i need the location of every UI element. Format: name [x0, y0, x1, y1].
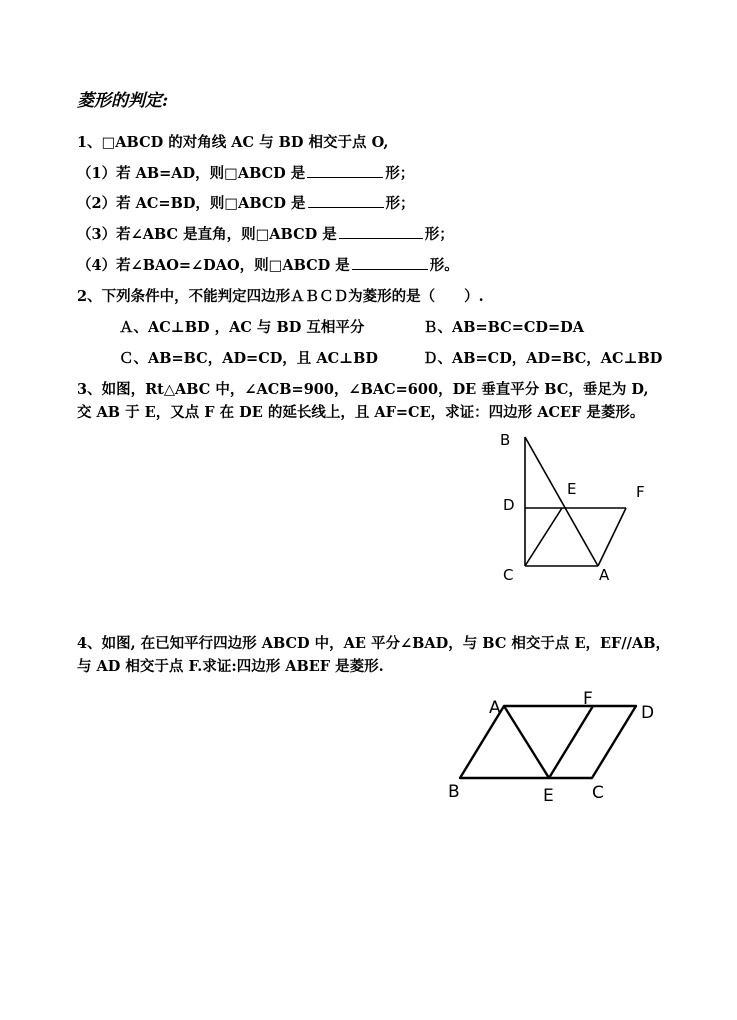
q4-label-B: B	[448, 782, 460, 802]
q3-label-A: A	[599, 566, 610, 584]
q1-item-3-suffix: 形；	[424, 226, 454, 243]
q1-item-3-text: （3）若∠ABC 是直角，则□ABCD 是	[77, 226, 337, 243]
q4-line-2: 与 AD 相交于点 F.求证:四边形 ABEF 是菱形.	[77, 658, 384, 675]
q1-item-4-suffix: 形。	[429, 257, 459, 274]
q3-line-1: 3、如图，Rt△ABC 中，∠ACB=900，∠BAC=600，DE 垂直平分 BC，垂足为 D,	[77, 381, 649, 398]
q4-label-F: F	[583, 689, 593, 709]
q3-line-2: 交 AB 于 E，又点 F 在 DE 的延长线上，且 AF=CE，求证：四边形 ACEF 是菱形。	[77, 404, 645, 421]
q2-stem: 2、下列条件中，不能判定四边形ＡＢＣＤ为菱形的是（ ）.	[77, 288, 484, 305]
q3-label-D: D	[503, 496, 515, 514]
q2-option-a: Ａ、AC⊥BD ，AC 与 BD 互相平分	[119, 319, 365, 336]
q3-label-B: B	[500, 431, 511, 449]
q4-line-1: 4、如图, 在已知平行四边形 ABCD 中，AE 平分∠BAD，与 BC 相交于点 E，EF//AB，	[77, 635, 670, 652]
q2-option-c: Ｃ、AB=BC，AD=CD，且 AC⊥BD	[119, 350, 378, 367]
q1-item-2-text: （2）若 AC=BD，则□ABCD 是	[77, 195, 306, 212]
q4-label-D: D	[641, 703, 655, 723]
q1-intro: 1、□ABCD 的对角线 AC 与 BD 相交于点 O,	[77, 134, 389, 151]
q4-parallelogram-ABCD	[460, 706, 636, 778]
q2-option-b: Ｂ、AB=BC=CD=DA	[423, 319, 584, 336]
q1-item-2-suffix: 形；	[385, 195, 415, 212]
page-title: 菱形的判定:	[77, 91, 169, 111]
q4-segment-EF	[549, 706, 593, 778]
q4-label-A: A	[489, 698, 501, 718]
q1-item-4-text: （4）若∠BAO=∠DAO，则□ABCD 是	[77, 257, 350, 274]
q4-segment-AE	[504, 706, 549, 778]
q1-item-1-suffix: 形；	[385, 165, 415, 182]
q3-label-E: E	[567, 480, 577, 498]
q3-label-F: F	[636, 483, 645, 501]
q2-option-d: Ｄ、AB=CD，AD=BC，AC⊥BD	[423, 350, 663, 367]
q4-label-C: C	[592, 783, 604, 803]
q3-label-C: C	[503, 566, 514, 584]
q4-label-E: E	[543, 786, 554, 806]
q1-item-1-text: （1）若 AB=AD，则□ABCD 是	[77, 165, 306, 182]
